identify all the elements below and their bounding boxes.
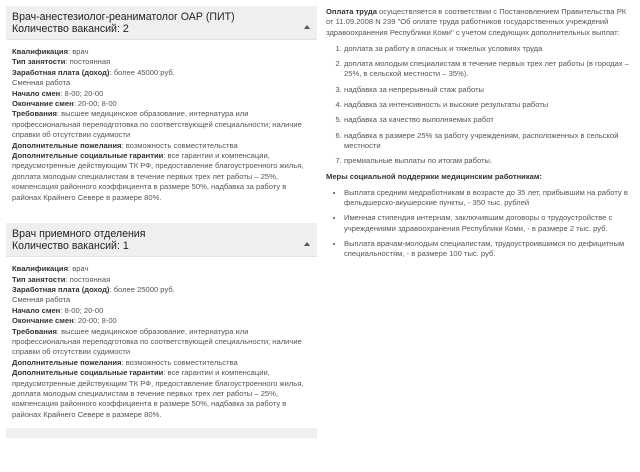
field-label: Требования bbox=[12, 326, 57, 336]
field-value: : возможность совместительства bbox=[121, 140, 238, 150]
vacancy-title: Врач приемного отделения bbox=[12, 228, 146, 241]
field-value: : врач bbox=[68, 47, 89, 56]
info-column bbox=[326, 7, 634, 265]
field-value: : постоянная bbox=[65, 274, 111, 284]
field-label: Дополнительные пожелания bbox=[12, 140, 122, 150]
employment-type-row bbox=[12, 57, 311, 67]
field-label: Заработная плата (доход) bbox=[12, 67, 110, 77]
vacancy-details bbox=[6, 40, 317, 209]
field-label: Дополнительные социальные гарантии bbox=[12, 368, 164, 378]
field-label: Окончание смен bbox=[12, 316, 74, 326]
list-item: 6. надбавка в размере 25% за работу учреждениям, расположенных в сельской местности bbox=[344, 131, 634, 152]
list-item: • Именная стипендия интернам, заключившим договоры о трудоустройстве с учреждениями здравоохранения Республики Коми, - в размере 2 тыс. руб. bbox=[344, 213, 634, 234]
field-label: Дополнительные социальные гарантии bbox=[12, 151, 164, 161]
list-item: 3. надбавка за непрерывный стаж работы bbox=[344, 85, 634, 95]
field-label: Квалификация bbox=[12, 264, 69, 274]
employment-type-row bbox=[12, 275, 311, 285]
salary-row bbox=[12, 68, 311, 78]
payment-lead: Оплата труда bbox=[326, 7, 377, 16]
field-label: Начало смен bbox=[12, 305, 61, 315]
requirements-row bbox=[12, 109, 311, 140]
payment-lead-text: осуществляется в соответствии с Постановлением Правительства РК от 11.09.2008 N 239 "Об оплате труда работников государственных учреждений здравоохранения Республики Коми" с учетом следующих дополнительных выплат: bbox=[326, 7, 627, 37]
field-value: : 8-00; 20-00 bbox=[60, 305, 104, 315]
shift-work-row: Сменная работа bbox=[12, 78, 71, 88]
field-value: : врач bbox=[68, 264, 89, 274]
field-value: : 20-00; 8-00 bbox=[73, 316, 117, 326]
field-label: Дополнительные пожелания bbox=[12, 357, 122, 367]
list-item: • Выплата врачам-молодым специалистам, трудоустроившимся по дефицитным специальностям, - в размере 100 тыс. руб. bbox=[344, 239, 634, 260]
field-label: Требования bbox=[12, 109, 57, 119]
vacancy-footer-strip bbox=[6, 428, 317, 438]
list-item: 5. надбавка за качество выполняемых работ bbox=[344, 115, 634, 125]
field-label: Тип занятости bbox=[12, 57, 66, 67]
payment-list bbox=[326, 44, 634, 167]
field-label: Начало смен bbox=[12, 88, 61, 98]
field-label: Квалификация bbox=[12, 47, 69, 56]
collapse-arrow-icon[interactable] bbox=[304, 242, 310, 246]
shift-work-row: Сменная работа bbox=[12, 295, 71, 305]
field-value: : более 45000 руб. bbox=[109, 67, 175, 77]
measures-title: Меры социальной поддержки медицинским работникам: bbox=[326, 171, 543, 181]
salary-row bbox=[12, 285, 311, 295]
vacancy-title: Врач-анестезиолог-реаниматолог ОАР (ПИТ) bbox=[12, 11, 235, 23]
field-value: : высшее медицинское образование, интернатура или профессиональная переподготовка по соответствующей специальности; наличие справки об отсутствии судимости bbox=[12, 109, 302, 140]
shift-end-row bbox=[12, 99, 311, 109]
vacancy-count: Количество вакансий: 2 bbox=[12, 23, 129, 35]
vacancy-list bbox=[6, 6, 317, 448]
wishes-row bbox=[12, 358, 311, 368]
vacancy-details bbox=[6, 257, 317, 426]
vacancy-card bbox=[6, 6, 317, 209]
field-value: : все гарантии и компенсации, предусмотренные действующим ТК РФ, предоставление благоустроенного жилья, доплата молодым специалистам в течение первых трех лет работы – 25%, компенсация районного коэффициента в размере 50%, надбавка за работу в районах Крайнего Севере в размере 80%. bbox=[12, 151, 304, 202]
field-value: : возможность совместительства bbox=[121, 357, 238, 367]
requirements-row bbox=[12, 327, 311, 358]
measures-list bbox=[326, 188, 634, 260]
field-value: : 8-00; 20-00 bbox=[60, 88, 104, 98]
collapse-arrow-icon[interactable] bbox=[304, 25, 310, 29]
field-value: : высшее медицинское образование, интернатура или профессиональная переподготовка по соответствующей специальности; наличие справки об отсутствии судимости bbox=[12, 326, 302, 357]
vacancy-card bbox=[6, 223, 317, 438]
wishes-row bbox=[12, 141, 311, 151]
qualification-row bbox=[12, 264, 311, 274]
list-item: 4. надбавка за интенсивность и высокие результаты работы bbox=[344, 100, 634, 110]
qualification-row bbox=[12, 47, 311, 57]
social-guarantees-row bbox=[12, 368, 311, 420]
shift-start-row bbox=[12, 306, 311, 316]
field-value: : постоянная bbox=[65, 57, 111, 67]
payment-intro bbox=[326, 7, 634, 38]
vacancy-header[interactable] bbox=[6, 6, 317, 40]
field-value: : 20-00; 8-00 bbox=[73, 99, 117, 109]
field-value: : все гарантии и компенсации, предусмотренные действующим ТК РФ, предоставление благоустроенного жилья, доплата молодым специалистам в течение первых трех лет работы – 25%, компенсация районного коэффициента в размере 50%, надбавка за работу в районах Крайнего Севере в размере 80%. bbox=[12, 368, 304, 419]
vacancy-header[interactable] bbox=[6, 223, 317, 257]
list-item: 1. доплата за работу в опасных и тяжелых условиях труда bbox=[344, 44, 634, 54]
list-item: 2. доплата молодым специалистам в течение первых трех лет работы (в городах – 25%, в сельской местности – 35%). bbox=[344, 59, 634, 80]
field-label: Окончание смен bbox=[12, 99, 74, 109]
shift-start-row bbox=[12, 89, 311, 99]
list-item: 7. премиальные выплаты по итогам работы. bbox=[344, 156, 634, 166]
social-guarantees-row bbox=[12, 151, 311, 203]
shift-end-row bbox=[12, 316, 311, 326]
vacancy-count: Количество вакансий: 1 bbox=[12, 240, 129, 253]
field-value: : более 25000 руб. bbox=[109, 284, 175, 294]
field-label: Заработная плата (доход) bbox=[12, 284, 110, 294]
field-label: Тип занятости bbox=[12, 274, 66, 284]
list-item: • Выплата средним медработникам в возрасте до 35 лет, прибывшим на работу в фельдшерско-акушерские пункты, - 350 тыс. рублей bbox=[344, 188, 634, 209]
